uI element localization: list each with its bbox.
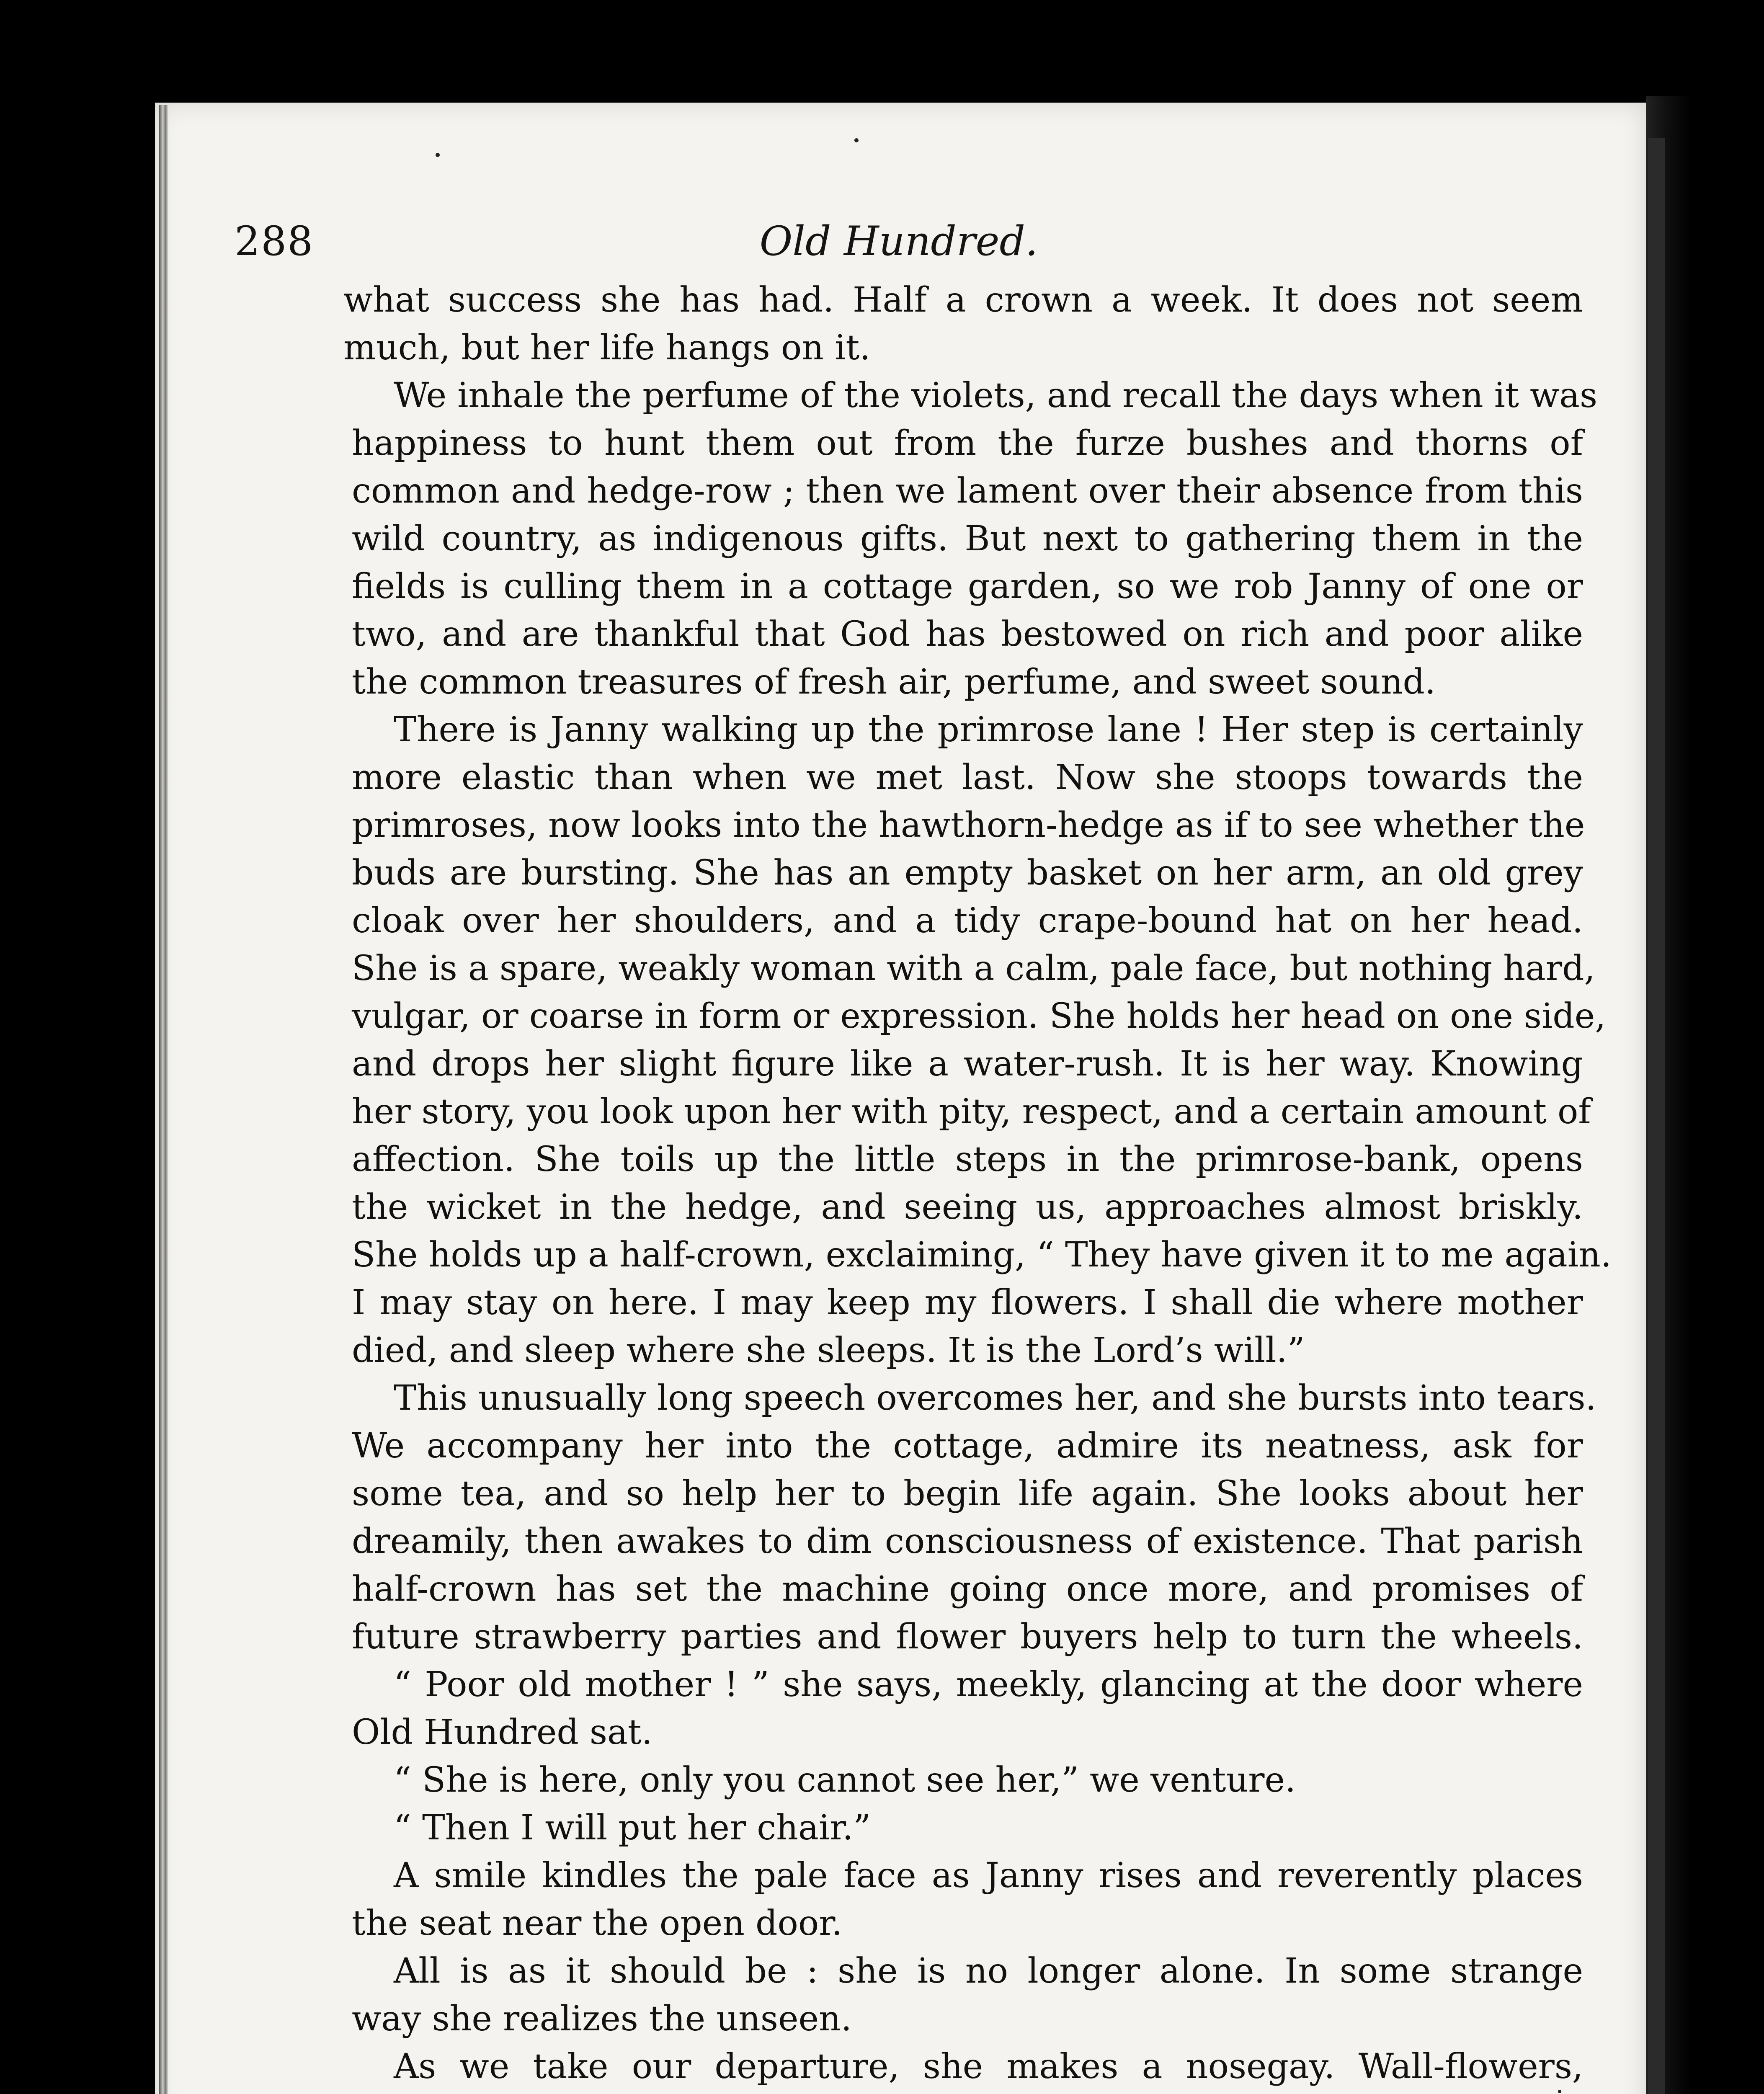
text-line: half-crown has set the machine going once more, and promises of <box>352 1569 1583 1609</box>
text-line: future strawberry parties and flower buyers help to turn the wheels. <box>352 1617 1583 1657</box>
text-line: buds are bursting. She has an empty basket on her arm, an old grey <box>352 853 1583 893</box>
text-line: affection. She toils up the little steps in the primrose-bank, opens <box>352 1140 1583 1179</box>
text-line: Old Hundred sat. <box>352 1712 652 1752</box>
text-line: some tea, and so help her to begin life again. She looks about her <box>352 1474 1583 1514</box>
text-line: and drops her slight figure like a water-rush. It is her way. Knowing <box>352 1044 1583 1084</box>
text-line: We inhale the perfume of the violets, and recall the days when it was <box>394 376 1598 415</box>
text-line: fields is culling them in a cottage garden, so we rob Janny of one or <box>352 567 1583 606</box>
text-line: much, but her life hangs on it. <box>343 328 871 368</box>
text-line: wild country, as indigenous gifts. But next to gathering them in the <box>352 519 1583 559</box>
text-line: the seat near the open door. <box>352 1903 843 1943</box>
text-line: dreamily, then awakes to dim consciousness of existence. That parish <box>352 1522 1583 1561</box>
text-line: There is Janny walking up the primrose lane ! Her step is certainly <box>394 710 1583 750</box>
scan-speck <box>1558 2090 1561 2093</box>
scan-speck <box>436 153 440 157</box>
text-line: the common treasures of fresh air, perfume, and sweet sound. <box>352 662 1436 702</box>
running-title: Old Hundred. <box>759 218 1038 265</box>
text-line: happiness to hunt them out from the furze bushes and thorns of <box>352 423 1583 463</box>
text-line: cloak over her shoulders, and a tidy crape-bound hat on her head. <box>352 901 1583 941</box>
text-line: her story, you look upon her with pity, respect, and a certain amount of <box>352 1092 1591 1132</box>
body-text <box>343 276 1612 2094</box>
text-line: This unusually long speech overcomes her, and she bursts into tears. <box>394 1378 1596 1418</box>
text-line: A smile kindles the pale face as Janny rises and reverently places <box>394 1856 1583 1895</box>
text-line <box>352 2091 1583 2094</box>
text-line: died, and sleep where she sleeps. It is the Lord’s will.” <box>352 1331 1305 1370</box>
running-header <box>235 218 1563 276</box>
text-line: what success she has had. Half a crown a week. It does not seem <box>343 280 1583 320</box>
text-line: She holds up a half-crown, exclaiming, “ They have given it to me again. <box>352 1235 1612 1275</box>
text-line: As we take our departure, she makes a nosegay. Wall-flowers, <box>394 2047 1583 2086</box>
scan-speck <box>854 138 859 142</box>
text-line: “ Then I will put her chair.” <box>394 1808 871 1848</box>
adjacent-page-edge <box>1648 138 1665 2094</box>
text-line: She is a spare, weakly woman with a calm, pale face, but nothing hard, <box>352 949 1595 988</box>
page-edge <box>159 105 168 2094</box>
text-line: common and hedge-row ; then we lament over their absence from this <box>352 471 1583 511</box>
text-line: vulgar, or coarse in form or expression. She holds her head on one side, <box>352 996 1606 1036</box>
text-line: “ Poor old mother ! ” she says, meekly, glancing at the door where <box>394 1665 1583 1705</box>
text-line: I may stay on here. I may keep my flowers. I shall die where mother <box>352 1283 1583 1323</box>
text-line: All is as it should be : she is no longer alone. In some strange <box>394 1951 1583 1991</box>
text-line: the wicket in the hedge, and seeing us, approaches almost briskly. <box>352 1187 1583 1227</box>
text-line: way she realizes the unseen. <box>352 1999 852 2039</box>
text-line: We accompany her into the cottage, admire its neatness, ask for <box>352 1426 1583 1466</box>
text-line: more elastic than when we met last. Now she stoops towards the <box>352 758 1583 797</box>
text-line: “ She is here, only you cannot see her,” we venture. <box>394 1760 1296 1800</box>
page-number: 288 <box>235 218 314 265</box>
text-line: two, and are thankful that God has bestowed on rich and poor alike <box>352 614 1583 654</box>
text-line: primroses, now looks into the hawthorn-hedge as if to see whether the <box>352 805 1585 845</box>
